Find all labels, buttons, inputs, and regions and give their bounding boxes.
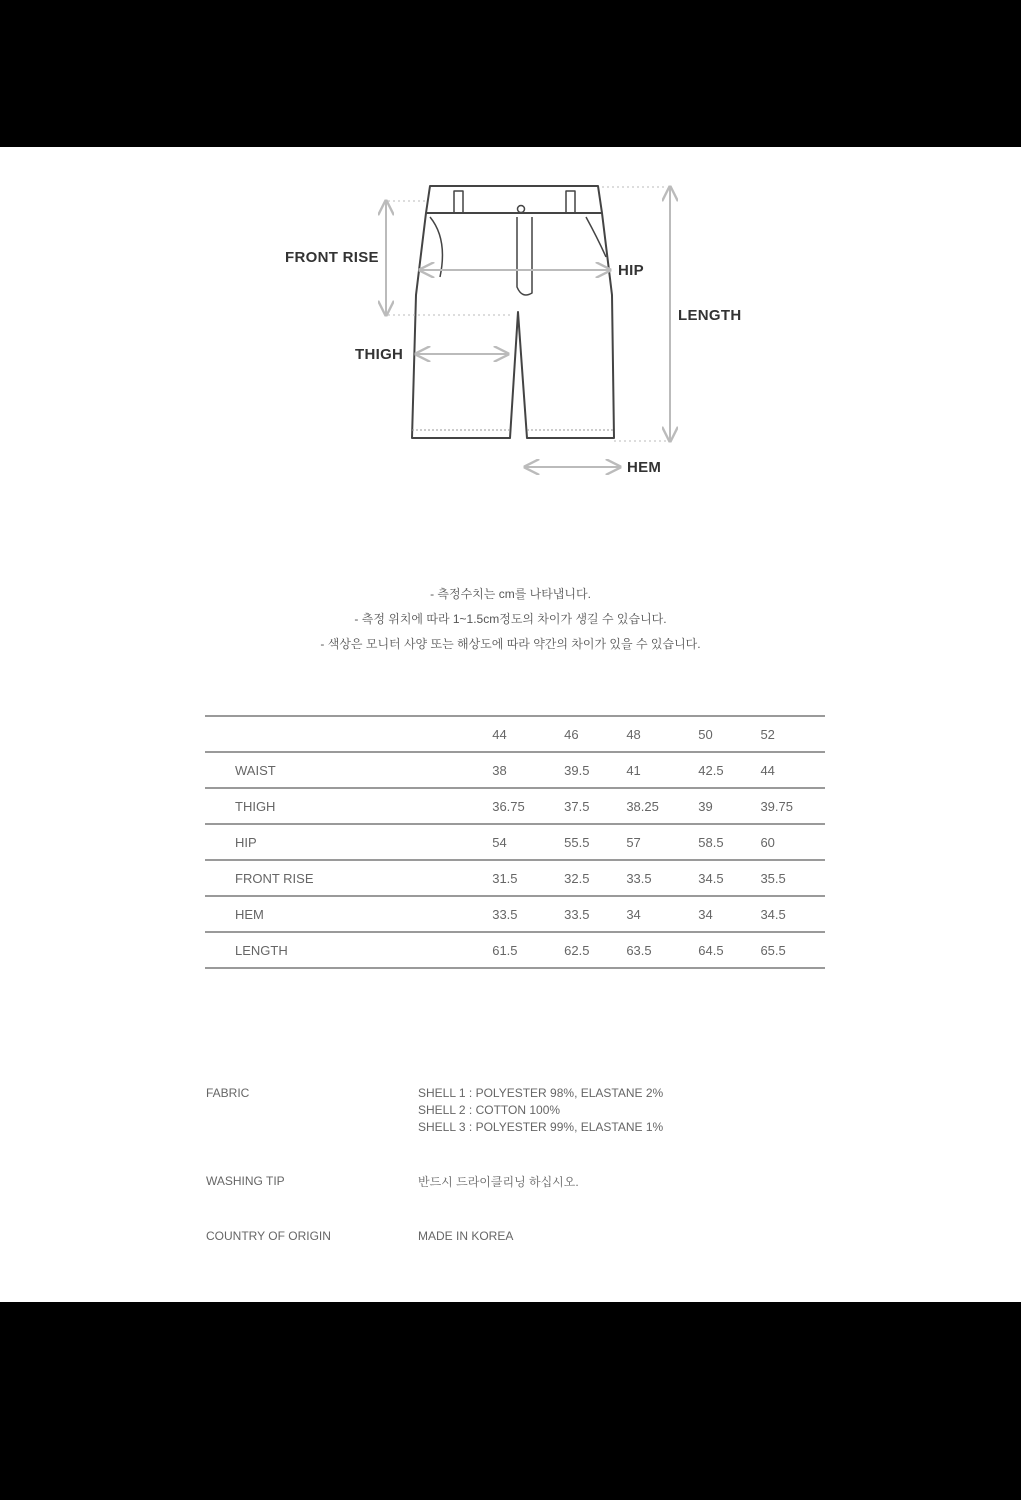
row-label: LENGTH <box>235 942 288 958</box>
measurement-arrows <box>386 187 670 467</box>
table-row-hip <box>205 824 825 860</box>
washing-tip-value: 반드시 드라이클리닝 하십시오. <box>418 1175 579 1189</box>
table-cell: 34 <box>698 906 713 922</box>
row-label: HEM <box>235 906 264 922</box>
size-table <box>205 715 825 969</box>
note-line: - 측정 위치에 따라 1~1.5cm정도의 차이가 생길 수 있습니다. <box>354 612 667 626</box>
table-row-front-rise <box>205 860 825 896</box>
top-black-bar <box>0 0 1021 147</box>
size-header-cell: 50 <box>698 726 713 742</box>
table-cell: 41 <box>626 762 641 778</box>
table-cell: 39.75 <box>760 798 793 814</box>
fabric-line: SHELL 3 : POLYESTER 99%, ELASTANE 1% <box>418 1120 664 1134</box>
table-cell: 33.5 <box>564 906 590 922</box>
length-label: LENGTH <box>678 307 742 324</box>
fabric-line: SHELL 1 : POLYESTER 98%, ELASTANE 2% <box>418 1086 664 1100</box>
bottom-black-bar <box>0 1302 1021 1500</box>
table-cell: 54 <box>492 834 507 850</box>
table-cell: 32.5 <box>564 870 590 886</box>
hem-label: HEM <box>627 459 662 476</box>
table-cell: 39 <box>698 798 713 814</box>
row-label: FRONT RISE <box>235 870 314 886</box>
table-cell: 57 <box>626 834 641 850</box>
table-cell: 37.5 <box>564 798 590 814</box>
size-header-cell: 46 <box>564 726 579 742</box>
measurement-notes <box>0 582 1021 657</box>
table-cell: 36.75 <box>492 798 525 814</box>
size-guide-sheet <box>0 147 1021 1302</box>
table-cell: 34.5 <box>698 870 724 886</box>
washing-tip-label: WASHING TIP <box>206 1174 285 1188</box>
table-cell: 44 <box>760 762 775 778</box>
table-cell: 38 <box>492 762 507 778</box>
table-cell: 65.5 <box>760 942 786 958</box>
country-of-origin-value: MADE IN KOREA <box>418 1229 514 1243</box>
table-cell: 55.5 <box>564 834 590 850</box>
size-header-row <box>205 716 825 752</box>
fabric-composition <box>418 1085 663 1136</box>
table-row-hem <box>205 896 825 932</box>
row-label: WAIST <box>235 762 276 778</box>
table-cell: 39.5 <box>564 762 590 778</box>
country-of-origin-label: COUNTRY OF ORIGIN <box>206 1229 331 1243</box>
table-cell: 31.5 <box>492 870 518 886</box>
table-row-length <box>205 932 825 968</box>
table-cell: 33.5 <box>492 906 518 922</box>
size-header-cell: 52 <box>760 726 775 742</box>
row-label: HIP <box>235 834 257 850</box>
table-cell: 38.25 <box>626 798 659 814</box>
row-label: THIGH <box>235 798 276 814</box>
shorts-outline <box>412 186 614 438</box>
size-header-cell: 48 <box>626 726 641 742</box>
fabric-line: SHELL 2 : COTTON 100% <box>418 1103 561 1117</box>
table-cell: 64.5 <box>698 942 724 958</box>
size-header-cell: 44 <box>492 726 507 742</box>
hip-label: HIP <box>618 262 644 279</box>
table-cell: 33.5 <box>626 870 652 886</box>
fabric-label: FABRIC <box>206 1086 250 1100</box>
table-cell: 61.5 <box>492 942 518 958</box>
table-cell: 60 <box>760 834 775 850</box>
table-cell: 62.5 <box>564 942 590 958</box>
thigh-label: THIGH <box>355 346 404 363</box>
table-row-thigh <box>205 788 825 824</box>
table-row-waist <box>205 752 825 788</box>
table-cell: 63.5 <box>626 942 652 958</box>
note-line: - 측정수치는 cm를 나타냅니다. <box>430 587 591 601</box>
table-cell: 58.5 <box>698 834 724 850</box>
shorts-illustration <box>0 147 1021 507</box>
table-cell: 42.5 <box>698 762 724 778</box>
table-cell: 35.5 <box>760 870 786 886</box>
note-line: - 색상은 모니터 사양 또는 해상도에 따라 약간의 차이가 있을 수 있습니다. <box>320 637 701 651</box>
front-rise-label: FRONT RISE <box>285 249 379 266</box>
table-cell: 34.5 <box>760 906 786 922</box>
shorts-measurement-diagram <box>0 147 1021 507</box>
table-cell: 34 <box>626 906 641 922</box>
